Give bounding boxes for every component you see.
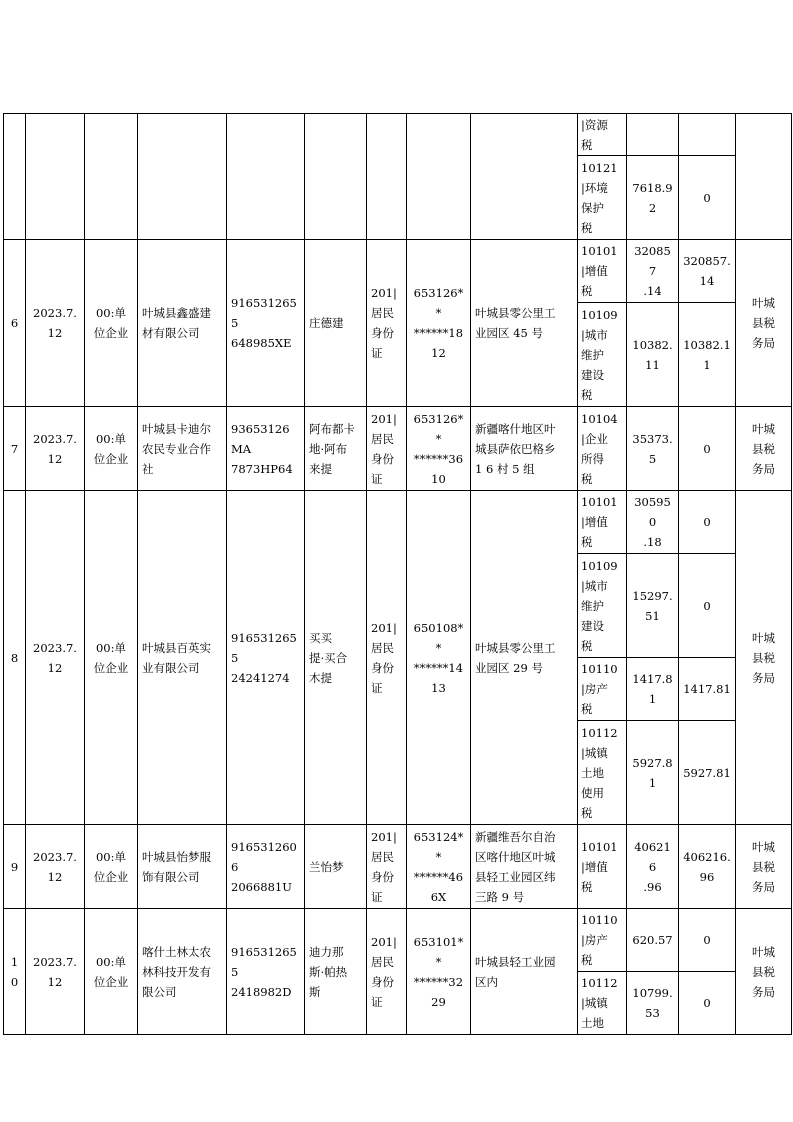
tax-office-cell: 叶城 县税 务局 — [736, 407, 792, 491]
credit-code-cell: 93653126MA 7873HP64 — [227, 407, 305, 491]
paid-amount-cell: 0 — [679, 156, 736, 240]
taxpayer-type-cell: 00:单 位企业 — [85, 240, 138, 407]
legal-person-cell: 兰怡梦 — [305, 825, 367, 909]
tax-item-cell: 10121 |环境 保护 税 — [578, 156, 627, 240]
taxpayer-name-cell: 叶城县鑫盛建 材有限公司 — [138, 240, 227, 407]
table-body — [4, 114, 792, 1035]
paid-amount-cell: 1417.81 — [679, 658, 736, 721]
credit-code-cell — [227, 114, 305, 240]
legal-person-cell — [305, 114, 367, 240]
paid-amount-cell: 0 — [679, 972, 736, 1035]
paid-amount-cell: 0 — [679, 554, 736, 658]
paid-amount-cell: 406216. 96 — [679, 825, 736, 909]
table-row — [4, 491, 792, 554]
tax-office-cell — [736, 114, 792, 240]
tax-amount-cell: 406216 .96 — [627, 825, 679, 909]
id-number-cell: 653101** ******32 29 — [407, 909, 471, 1035]
credit-code-cell: 9165312655 2418982D — [227, 909, 305, 1035]
tax-amount-cell: 7618.9 2 — [627, 156, 679, 240]
paid-amount-cell: 0 — [679, 407, 736, 491]
tax-amount-cell: 35373. 5 — [627, 407, 679, 491]
legal-person-cell: 庄德建 — [305, 240, 367, 407]
tax-amount-cell: 10382. 11 — [627, 303, 679, 407]
tax-office-cell: 叶城 县税 务局 — [736, 825, 792, 909]
address-cell: 叶城县轻工业园 区内 — [471, 909, 578, 1035]
table-row — [4, 240, 792, 303]
tax-records-table — [3, 113, 792, 1035]
row-no-cell: 6 — [4, 240, 26, 407]
credit-code-cell: 9165312655 24241274 — [227, 491, 305, 825]
taxpayer-name-cell — [138, 114, 227, 240]
credit-code-cell: 9165312655 648985XE — [227, 240, 305, 407]
date-cell: 2023.7. 12 — [26, 240, 85, 407]
id-type-cell: 201| 居民 身份 证 — [367, 825, 407, 909]
tax-amount-cell: 620.57 — [627, 909, 679, 972]
date-cell: 2023.7. 12 — [26, 909, 85, 1035]
id-type-cell — [367, 114, 407, 240]
id-type-cell: 201| 居民 身份 证 — [367, 407, 407, 491]
tax-item-cell: 10109 |城市 维护 建设 税 — [578, 554, 627, 658]
paid-amount-cell: 0 — [679, 909, 736, 972]
row-no-cell: 8 — [4, 491, 26, 825]
table-row — [4, 407, 792, 491]
row-no-cell: 7 — [4, 407, 26, 491]
row-no-cell: 10 — [4, 909, 26, 1035]
address-cell: 新疆维吾尔自治 区喀什地区叶城 县轻工业园区纬 三路 9 号 — [471, 825, 578, 909]
tax-item-cell: 10101 |增值 税 — [578, 825, 627, 909]
taxpayer-type-cell: 00:单 位企业 — [85, 909, 138, 1035]
taxpayer-name-cell: 叶城县百英实 业有限公司 — [138, 491, 227, 825]
taxpayer-type-cell: 00:单 位企业 — [85, 491, 138, 825]
table-row — [4, 909, 792, 972]
paid-amount-cell: 0 — [679, 491, 736, 554]
id-type-cell: 201| 居民 身份 证 — [367, 909, 407, 1035]
address-cell: 叶城县零公里工 业园区 29 号 — [471, 491, 578, 825]
tax-item-cell: 10109 |城市 维护 建设 税 — [578, 303, 627, 407]
tax-amount-cell: 15297. 51 — [627, 554, 679, 658]
tax-office-cell: 叶城 县税 务局 — [736, 491, 792, 825]
paid-amount-cell: 5927.81 — [679, 721, 736, 825]
id-type-cell: 201| 居民 身份 证 — [367, 240, 407, 407]
id-number-cell: 650108** ******14 13 — [407, 491, 471, 825]
date-cell: 2023.7. 12 — [26, 825, 85, 909]
tax-amount-cell: 320857 .14 — [627, 240, 679, 303]
taxpayer-name-cell: 叶城县卡迪尔 农民专业合作 社 — [138, 407, 227, 491]
tax-office-cell: 叶城 县税 务局 — [736, 909, 792, 1035]
tax-item-cell: 10101 |增值 税 — [578, 240, 627, 303]
taxpayer-type-cell: 00:单 位企业 — [85, 825, 138, 909]
tax-amount-cell: 1417.8 1 — [627, 658, 679, 721]
row-no-cell: 9 — [4, 825, 26, 909]
credit-code-cell: 9165312606 2066881U — [227, 825, 305, 909]
tax-item-cell: 10112 |城镇 土地 使用 税 — [578, 721, 627, 825]
id-number-cell: 653124** ******46 6X — [407, 825, 471, 909]
legal-person-cell: 阿布都卡 地·阿布 来提 — [305, 407, 367, 491]
table-row — [4, 825, 792, 909]
address-cell: 新疆喀什地区叶 城县萨依巴格乡 1 6 村 5 组 — [471, 407, 578, 491]
paid-amount-cell — [679, 114, 736, 156]
address-cell: 叶城县零公里工 业园区 45 号 — [471, 240, 578, 407]
tax-office-cell: 叶城 县税 务局 — [736, 240, 792, 407]
tax-item-cell: 10110 |房产 税 — [578, 658, 627, 721]
date-cell — [26, 114, 85, 240]
tax-amount-cell: 305950 .18 — [627, 491, 679, 554]
taxpayer-type-cell — [85, 114, 138, 240]
tax-item-cell: 10112 |城镇 土地 — [578, 972, 627, 1035]
date-cell: 2023.7. 12 — [26, 407, 85, 491]
tax-amount-cell: 5927.8 1 — [627, 721, 679, 825]
tax-item-cell: 10104 |企业 所得 税 — [578, 407, 627, 491]
paid-amount-cell: 320857. 14 — [679, 240, 736, 303]
tax-item-cell: 10101 |增值 税 — [578, 491, 627, 554]
table-row — [4, 114, 792, 156]
row-no-cell — [4, 114, 26, 240]
taxpayer-name-cell: 叶城县怡梦服 饰有限公司 — [138, 825, 227, 909]
legal-person-cell: 迪力那 斯·帕热 斯 — [305, 909, 367, 1035]
id-number-cell — [407, 114, 471, 240]
address-cell — [471, 114, 578, 240]
id-number-cell: 653126** ******36 10 — [407, 407, 471, 491]
tax-amount-cell — [627, 114, 679, 156]
id-type-cell: 201| 居民 身份 证 — [367, 491, 407, 825]
taxpayer-type-cell: 00:单 位企业 — [85, 407, 138, 491]
tax-item-cell: 10110 |房产 税 — [578, 909, 627, 972]
date-cell: 2023.7. 12 — [26, 491, 85, 825]
tax-amount-cell: 10799. 53 — [627, 972, 679, 1035]
legal-person-cell: 买买 提·买合 木提 — [305, 491, 367, 825]
paid-amount-cell: 10382.1 1 — [679, 303, 736, 407]
tax-item-cell: |资源 税 — [578, 114, 627, 156]
taxpayer-name-cell: 喀什土林太农 林科技开发有 限公司 — [138, 909, 227, 1035]
id-number-cell: 653126** ******18 12 — [407, 240, 471, 407]
